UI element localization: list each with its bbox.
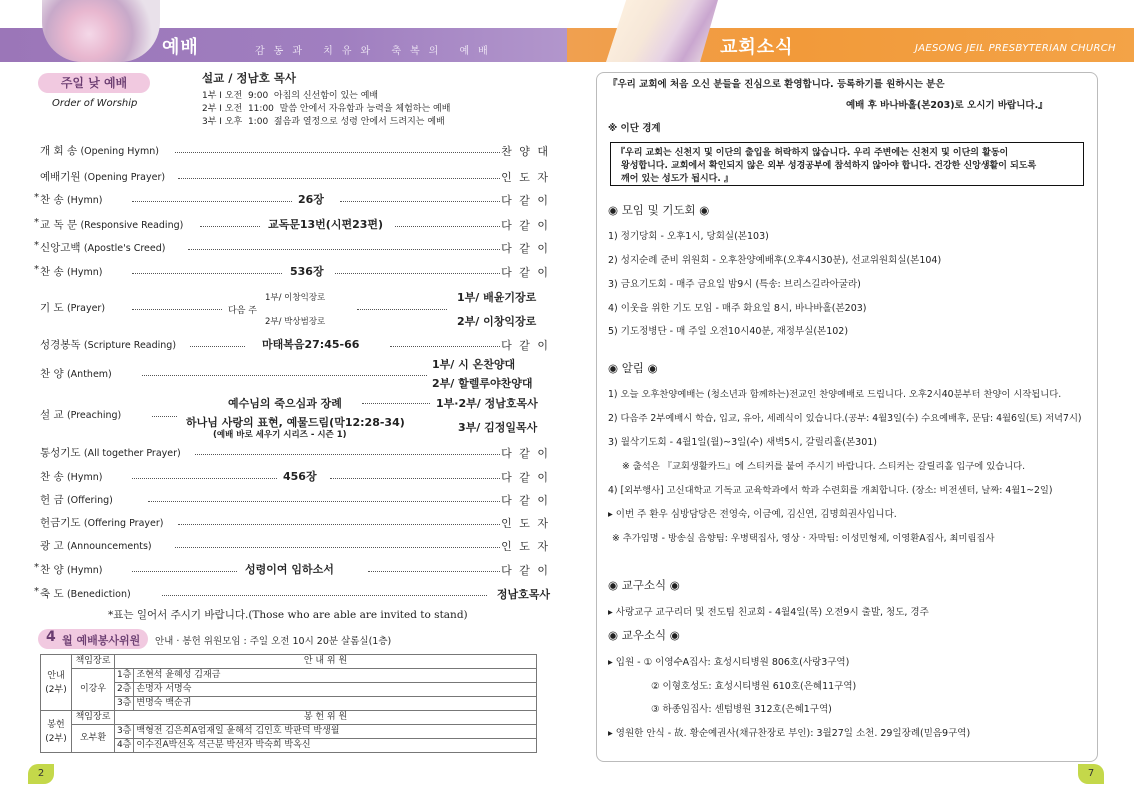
order-row-announcements: 광 고 (Announcements) 인 도 자 [40,540,550,553]
meet-item-2: 2) 성지순례 준비 위원회 - 오후찬양예배후(오후4시30분), 선교위원회실(본104) [608,255,942,266]
member-item-2: ② 이형호성도: 효성시티병원 610호(은혜11구역) [651,681,857,692]
notice-item-7: ※ 추가임명 - 방송실 음향팀: 우병택집사, 영상 · 자막팀: 이성민형제, 이영환A집사, 최미림집사 [612,533,995,544]
sermon-title: 설교 / 정남호 목사 [202,71,296,85]
service-line-2: 2부 I 오전 11:00 말씀 안에서 자유함과 능력을 체험하는 예배 [202,104,451,114]
page-number-left: 2 [28,764,54,784]
order-row-opening-prayer: 예배기원 (Opening Prayer) 인 도 자 [40,171,550,184]
welcome-line-2: 예배 후 바나바홀(본203)로 오시기 바랍니다.』 [846,100,1048,111]
notice-item-1: 1) 오늘 오후찬양예배는 (청소년과 함께하는)전교인 찬양예배로 드립니다. 오후2시40분부터 찬양이 시작됩니다. [608,389,1062,400]
notice-item-4: ※ 출석은 『교회생활카드』에 스티커를 붙여 주시기 바랍니다. 스티커는 갈릴리홀 입구에 있습니다. [622,461,1026,472]
april-number: 4 [46,629,56,645]
order-row-anthem: 찬 양 (Anthem) [40,366,550,384]
order-row-hymn-3: 찬 송 (Hymn) 456장 다 같 이 [40,470,550,484]
section-notices: ◉ 알림 ◉ [608,361,658,375]
notice-item-3: 3) 월삭기도회 - 4월1일(월)~3일(수) 새벽5시, 갈릴리홀(본301) [608,437,877,448]
prayer-right-2: 2부/ 이창익장로 [457,315,537,328]
right-header-eng: JAESONG JEIL PRESBYTERIAN CHURCH [915,43,1116,54]
heresy-line-1: 『우리 교회는 신천지 및 이단의 출입을 허락하지 않습니다. 우리 주변에는 신천지 및 이단의 활동이 [616,148,1009,158]
guide-header: 안 내 위 원 [115,655,537,669]
guide-group-label: 안내 (2부) [41,655,72,711]
left-header-subtitle: 감동과 치유와 축복의 예배 [255,46,497,57]
preaching-dots-1 [362,403,430,404]
heresy-line-3: 깨어 있는 성도가 됩시다. 』 [621,174,733,184]
guide-floor: 1층 [115,669,134,683]
notice-item-2: 2) 다음주 2부예배시 학습, 입교, 유아, 세례식이 있습니다.(공부: 4월3일(수) 수요예배후, 문답: 4월6일(토) 저녁7시) [608,413,1082,424]
order-row-prayer: 기 도 (Prayer) [40,300,550,318]
member-item-3: ③ 하종임집사: 센텀병원 312호(은혜1구역) [651,704,832,715]
section-district: ◉ 교구소식 ◉ [608,578,680,592]
order-row-preaching: 설 교 (Preaching) [40,407,550,425]
order-row-hymn-2: * 찬 송 (Hymn) 536장 다 같 이 [34,264,550,279]
order-row-benediction: * 축 도 (Benediction) 정남호목사 [34,586,550,601]
order-row-hymn-1: * 찬 송 (Hymn) 26장 다 같 이 [34,192,550,207]
order-row-scripture: 성경봉독 (Scripture Reading) 마태복음27:45-66 다 같 이 [40,338,550,352]
section-meetings: ◉ 모임 및 기도회 ◉ [608,203,710,217]
offering-header: 봉 헌 위 원 [115,711,537,725]
flower-image-right [606,0,718,62]
prayer-right-1: 1부/ 배윤기장로 [457,291,537,304]
preaching-right-1: 1부·2부/ 정남호목사 [436,397,538,410]
meet-item-3: 3) 금요기도회 - 매주 금요일 밤9시 (특송: 브리스길라아굴라) [608,279,861,290]
offering-floor: 4층 [115,739,134,753]
section-members: ◉ 교우소식 ◉ [608,628,680,642]
order-row-offering: 헌 금 (Offering) 다 같 이 [40,494,550,507]
sermon-series: (예배 바로 세우기 시리즈 - 시즌 1) [213,430,347,440]
notice-item-6: ▸ 이번 주 환우 심방담당은 전영숙, 이금예, 김신연, 김명희권사입니다. [608,509,897,520]
order-row-responsive-reading: * 교 독 문 (Responsive Reading) 교독문13번(시편23편) 다 같 이 [34,217,550,232]
heresy-title: ※ 이단 경계 [608,123,661,134]
order-row-hymn-4: * 찬 양 (Hymn) 성령이여 임하소서 다 같 이 [34,562,550,577]
order-row-offering-prayer: 헌금기도 (Offering Prayer) 인 도 자 [40,517,550,530]
meet-item-5: 5) 기도정병단 - 매 주일 오전10시40분, 재정부실(본102) [608,326,849,337]
sermon-title-2: 하나님 사랑의 표현, 예물드림(막12:28-34) [186,416,405,429]
meet-item-1: 1) 정기당회 - 오후1시, 당회실(본103) [608,231,769,242]
guide-names: 변명숙 백순귀 [134,697,537,711]
guide-floor: 2층 [115,683,134,697]
prayer-next-week: 다음 주 [228,306,257,316]
april-label: 월 예배봉사위원 [62,634,141,647]
guide-elder-header: 책임장로 [72,655,115,669]
service-line-3: 3부 I 오후 1:00 젊음과 열정으로 성령 안에서 드려지는 예배 [202,117,445,127]
offering-floor: 3층 [115,725,134,739]
preaching-right-2: 3부/ 김정일목사 [458,421,538,434]
prayer-sub-1: 1부/ 이창익장로 [265,293,326,303]
offering-names: 이수진A박선옥 석근분 박선자 박숙희 박옥신 [134,739,537,753]
april-note: 안내 · 봉헌 위원모임 : 주일 오전 10시 20분 살롬실(1층) [155,636,392,647]
left-header-title: 예배 [162,37,199,58]
guide-floor: 3층 [115,697,134,711]
right-header-title: 교회소식 [720,37,794,58]
order-row-together-prayer: 통성기도 (All together Prayer) 다 같 이 [40,447,550,460]
guide-elder: 이강우 [72,669,115,711]
offering-group-label: 봉헌 (2부) [41,711,72,753]
offering-elder-header: 책임장로 [72,711,115,725]
flower-image-left [42,0,160,62]
offering-names: 백형전 김은희A엄재일 윤해석 김인호 박판덕 박생월 [134,725,537,739]
member-item-1: ▸ 입원 - ① 이영수A집사: 효성시티병원 806호(사랑3구역) [608,657,850,668]
guide-names: 조현석 윤혜성 김재금 [134,669,537,683]
order-of-worship-label: Order of Worship [52,98,138,109]
notice-item-5: 4) [외부행사] 고신대학교 기독교 교육학과에서 학과 수련회를 개최합니다. (장소: 비전센터, 날짜: 4월1~2일) [608,485,1053,496]
worship-pill: 주일 낮 예배 [38,73,150,93]
service-team-table [40,654,537,753]
offering-elder: 오부환 [72,725,115,753]
prayer-sub-2: 2부/ 박상범장로 [265,317,326,327]
service-line-1: 1부 I 오전 9:00 아침의 신선함이 있는 예배 [202,91,379,101]
page-number-right: 7 [1078,764,1104,784]
meet-item-4: 4) 이웃을 위한 기도 모임 - 매주 화요일 8시, 바나바홀(본203) [608,303,867,314]
anthem-right-2: 2부/ 할렐루야찬양대 [432,377,533,390]
order-row-opening-hymn: 개 회 송 (Opening Hymn) 찬 양 대 [40,145,550,158]
stand-note: *표는 일어서 주시기 바랍니다.(Those who are able are invited to stand) [108,609,468,621]
order-row-apostles-creed: * 신앙고백 (Apostle's Creed) 다 같 이 [34,240,550,255]
anthem-right-1: 1부/ 시 온찬양대 [432,358,516,371]
guide-names: 손명자 서명숙 [134,683,537,697]
welcome-line-1: 『우리 교회에 처음 오신 분들을 진심으로 환영합니다. 등록하기를 원하시는 분은 [608,79,945,90]
member-item-4: ▸ 영원한 안식 - 故. 황순예권사(채규찬장로 부인): 3월27일 소천. 29일장례(믿음9구역) [608,728,971,739]
district-item: ▸ 사랑교구 교구리더 및 전도팀 친교회 - 4월4일(목) 오전9시 출발, 청도, 경주 [608,607,929,618]
sermon-title-1: 예수님의 죽으심과 장례 [228,397,342,410]
prayer-dots-right [357,309,447,310]
heresy-line-2: 왕성합니다. 교회에서 확인되지 않은 외부 성경공부에 참석하지 않아야 합니다. 건강한 신앙생활이 되도록 [621,161,1037,171]
